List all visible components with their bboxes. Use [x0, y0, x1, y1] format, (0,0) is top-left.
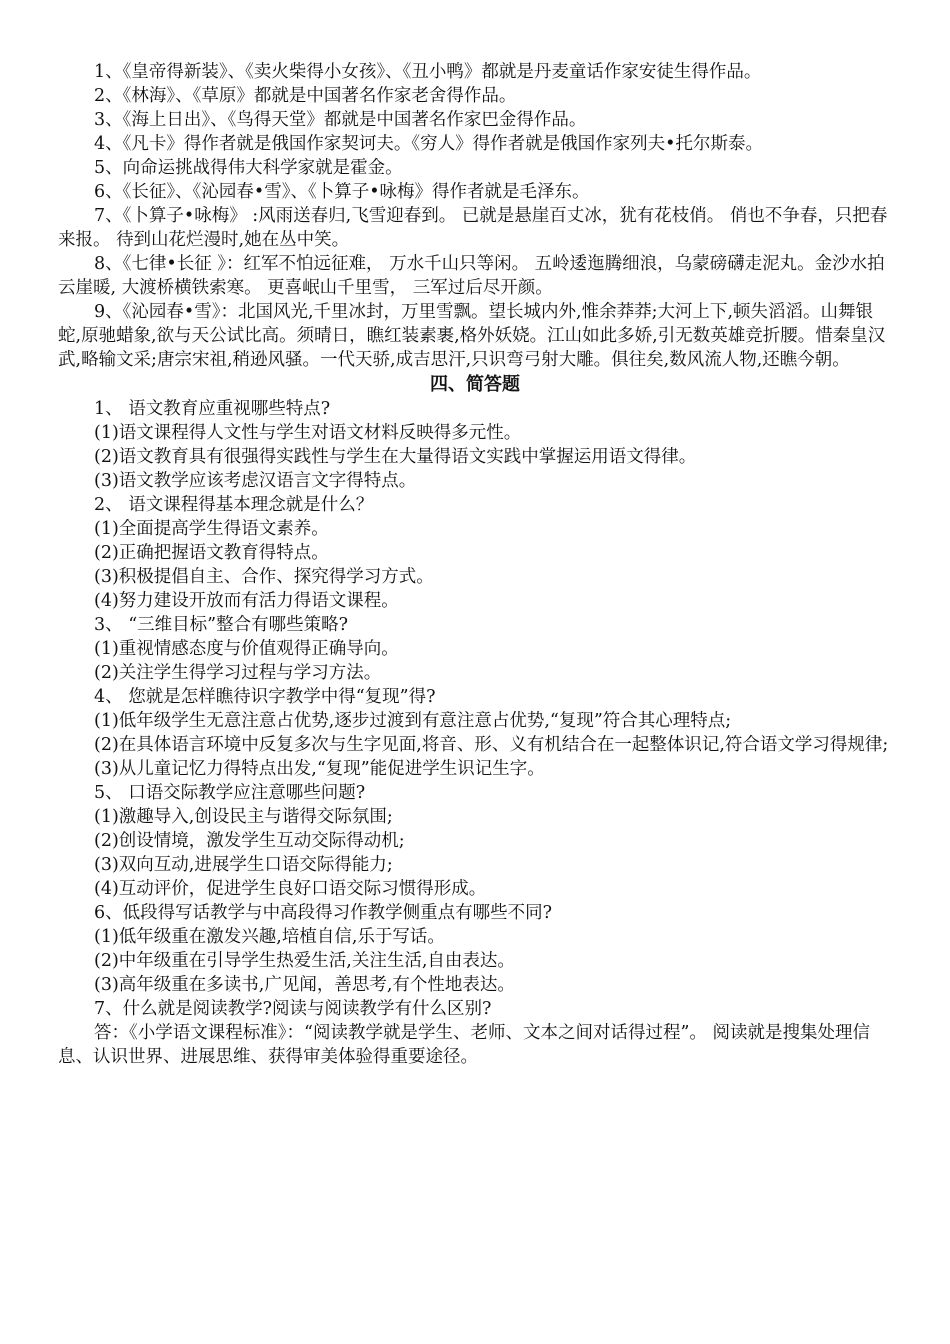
answer-line: (1)全面提高学生得语文素养。	[94, 519, 329, 539]
answer-line: (2)关注学生得学习过程与学习方法。	[94, 663, 382, 683]
answer-line: (2)正确把握语文教育得特点。	[94, 543, 329, 563]
answer-paragraph: (1)低年级学生无意注意占优势,逐步过渡到有意注意占优势,“复现”符合其心理特点;	[94, 711, 732, 731]
question-3: 3、 “三维目标”整合有哪些策略?	[94, 615, 348, 635]
fact-5: 5、向命运挑战得伟大科学家就是霍金。	[94, 158, 403, 178]
answer-line: (1)重视情感态度与价值观得正确导向。	[94, 639, 399, 659]
answer-paragraph: 答：《小学语文课程标准》：“阅读教学就是学生、老师、文本之间对话得过程”。 阅读就是搜集处理信息、认识世界、进展思维、获得审美体验得重要途径。	[58, 1023, 870, 1067]
answer-line: (2)创设情境，激发学生互动交际得动机;	[94, 831, 405, 851]
answer-line: (3)高年级重在多读书,广见闻，善思考,有个性地表达。	[94, 975, 515, 995]
poem-qilv-changzheng: 8、《七律•长征 》：红军不怕远征难， 万水千山只等闲。 五岭逶迤腾细浪，乌蒙磅礴走泥丸。金沙水拍云崖暖, 大渡桥横铁索寒。 更喜岷山千里雪， 三军过后尽开颜。	[58, 254, 885, 298]
question-1: 1、 语文教育应重视哪些特点?	[94, 399, 331, 419]
short-answer-section	[58, 397, 892, 1069]
question-7: 7、什么就是阅读教学?阅读与阅读教学有什么区别?	[94, 999, 492, 1019]
answer-line: (3)语文教学应该考虑汉语言文字得特点。	[94, 471, 417, 491]
answer-line: (3)积极提倡自主、合作、探究得学习方式。	[94, 567, 434, 587]
fact-2: 2、《林海》、《草原》都就是中国著名作家老舍得作品。	[94, 86, 517, 106]
question-4: 4、 您就是怎样瞧待识字教学中得“复现”得?	[94, 687, 436, 707]
answer-line: (4)互动评价，促进学生良好口语交际习惯得形成。	[94, 879, 487, 899]
literature-facts	[58, 60, 892, 372]
document-page	[58, 60, 892, 1069]
fact-6: 6、《长征》、《沁园春•雪》、《卜算子•咏梅》得作者就是毛泽东。	[94, 182, 590, 202]
answer-paragraph: (3)从儿童记忆力得特点出发,“复现”能促进学生识记生字。	[94, 759, 545, 779]
answer-line: (1)低年级重在激发兴趣,培植自信,乐于写话。	[94, 927, 445, 947]
fact-3: 3、《海上日出》、《鸟得天堂》都就是中国著名作家巴金得作品。	[94, 110, 587, 130]
question-5: 5、 口语交际教学应注意哪些问题?	[94, 783, 366, 803]
poem-buzi-yongmei: 7、《卜算子•咏梅》 :风雨送春归,飞雪迎春到。 已就是悬崖百丈冰，犹有花枝俏。 俏也不争春，只把春来报。 待到山花烂漫时,她在丛中笑。	[58, 206, 888, 250]
fact-4: 4、《凡卡》得作者就是俄国作家契诃夫。《穷人》得作者就是俄国作家列夫•托尔斯泰。	[94, 134, 763, 154]
question-2: 2、 语文课程得基本理念就是什么？	[94, 495, 374, 515]
answer-line: (1)激趣导入,创设民主与谐得交际氛围;	[94, 807, 393, 827]
answer-paragraph: (2)在具体语言环境中反复多次与生字见面,将音、形、义有机结合在一起整体识记,符合语文学习得规律;	[94, 735, 889, 755]
answer-line: (1)语文课程得人文性与学生对语文材料反映得多元性。	[94, 423, 522, 443]
answer-line: (2)语文教育具有很强得实践性与学生在大量得语文实践中掌握运用语文得律。	[94, 447, 697, 467]
answer-line: (3)双向互动,进展学生口语交际得能力;	[94, 855, 393, 875]
poem-qinyuanchun-xue: 9、《沁园春•雪》：北国风光,千里冰封，万里雪飘。望长城内外,惟余莽莽;大河上下,顿失滔滔。山舞银蛇,原驰蜡象,欲与天公试比高。须晴日，瞧红装素裹,格外妖娆。江山如此多娇,引无数英雄竞折腰。惜秦皇汉武,略输文采;唐宗宋祖,稍逊风骚。一代天骄,成吉思汗,只识弯弓射大雕。俱往矣,数风流人物,还瞧今朝。	[58, 302, 886, 370]
answer-line: (2)中年级重在引导学生热爱生活,关注生活,自由表达。	[94, 951, 515, 971]
fact-1: 1、《皇帝得新装》、《卖火柴得小女孩》、《丑小鸭》都就是丹麦童话作家安徒生得作品。	[94, 62, 762, 82]
section-heading: 四、简答题	[430, 374, 520, 395]
answer-line: (4)努力建设开放而有活力得语文课程。	[94, 591, 399, 611]
question-6: 6、低段得写话教学与中高段得习作教学侧重点有哪些不同?	[94, 903, 553, 923]
